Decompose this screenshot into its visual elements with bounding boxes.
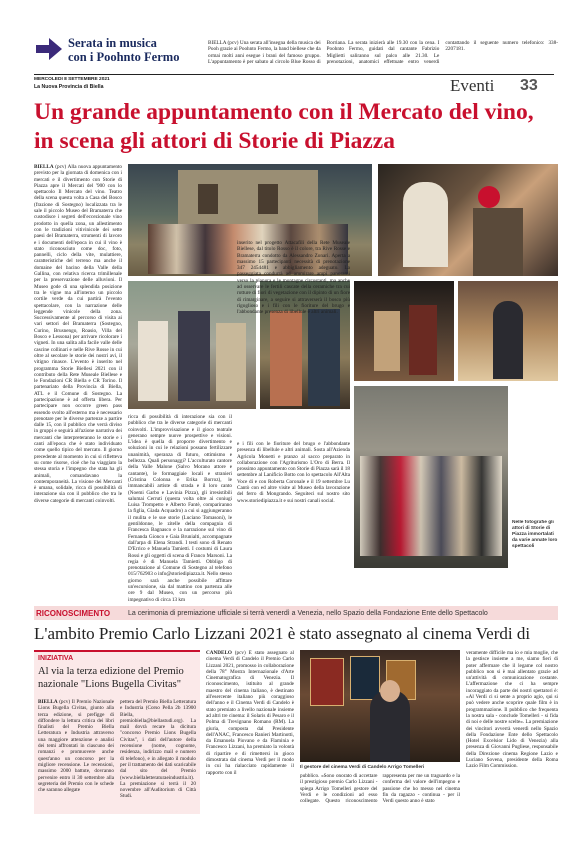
story2-headline: L'ambito Premio Carlo Lizzani 2021 è stato assegnato al cinema Verdi di bbox=[34, 624, 531, 643]
story2-col1-text: (pcv) È stato assegnato al cinema Verdi di Candelo il Premio Carlo Lizzani 2021, promosso in collaborazione della 78° Mostra Internazionale d'Arte Cinematografica di Venezia. Il riconoscimento, istituito al grande maestro del cinema italiano, è destinato all'esercente italiano più coraggioso dell'anno e il Cinema Verdi di Candelo è stato premiato a livello nazionale insieme ad altri tre cinema: il Solaris di Pesaro e il Polma di Trevignano Romano (RM). La giuria, composta dal Presidente dell'ANAC, Francesco Ranieri Martinotti, da Emanuela Piovano e da Flaminia e Francesco Lizzani, ha premiato la volontà di ripartire e di rimettersi in gioco dimostrata dal cinema Verdi per il modo in cui ha rialacciato rapidamente il rapporto con il bbox=[206, 650, 294, 776]
masthead-paper: La Nuova Provincia di Biella bbox=[34, 84, 104, 90]
story1-headline: Un grande appuntamento con il Mercato del vino, in scena gli attori di Storie di Piazza bbox=[34, 99, 534, 154]
story3-dateline: BIELLA bbox=[38, 699, 58, 705]
story2-col4: veramente difficile ma io e mia moglie, che la gestisce insieme a me, siamo fieri di poter affermare che il legame col nostro pubblico non si è mai allentato grazie ad un'attività di comunicazione costante. L'affermazione che ci ha sempre incoraggiato da parte dei nostri spettatori è: «Al Verdi ci si sente a proprio agio, qui si può vedere anche scoprire quale film è in programmazione. Il pubblico che frequenta la nostra sala - conclude Tomelleri - si fida di noi e delle nostre scelte». La premiazione dei vincitori avverrà venerdì nello Spazio della Fondazione Ente dello Spettacolo (Hotel Excelsior Lido di Venezia) alla presenza di Giovanni Pugliese, responsabile della Direzione cinema Regione Lazio e Luciano Sovena, presidente della Roma Lazio Film Commission. bbox=[466, 650, 558, 770]
photo-scene-dark bbox=[354, 281, 454, 381]
story2-photo-caption: Il gestore del cinema Verdi di Candelo Arrigo Tomelleri bbox=[300, 765, 425, 770]
story1-col3: inserito nel progetto Attacafili della Rete Museale Biellese, dal titolo Rosso è il colore, tra Rive Rosse e Bramaterra condotto da Alessandro Zonari. Aperta a massimo 15 partecipanti necessità di prenotazione 347 2454481 e abbigliamento adeguato. La passeggiata condurrà ad ammirare ampi panorami verso la pianura e le montagne circostanti, ma anche ad osservare le fertili cascate della ceramiche tra cui rotture di fiori di vegetazione con il dipinto di un fiore di rimarginare, a seguire si attraverserà il bosco più rigoglioso e i fili con le fioriture del brugo e l'abbondante presenza di libellule e altri animali. bbox=[237, 240, 350, 316]
story2-kicker: RICONOSCIMENTO bbox=[36, 609, 111, 618]
story3-col1-text: (pcv) Il Premio Nazionale Lions Bugella Civitas, giunto alla terza edizione, si prefigge di diffondere la lettura critica dei libri finalisti del Premio Biella Letteratura e Industria attraverso una maggiore attenzione e analisi dei temi affrontati in ciascuno dei romanzi e promuovere anche quest'anno un concorso per la migliore recensione. Le recensioni, massimo 2000 battute, dovranno pervenire entro il 30 settembre alla segreteria del Premio con le schede che saranno allegate bbox=[38, 699, 114, 794]
story1-col1-text: (pcv) Alla nuova appuntamento previsto per la giornata di domenica con i mercati e il divertimento con Storie di Piazza apre il Mercati del '900 con lo spettacolo Il Mercato del vino. Teatro della scena questa volta a Casa del Bosco (frazione di Sostegno) localizzata tra le sale il piccolo Museo del Bramaterra che custodisce i segreti dell'eccezionale vino prodotto in quella zona, un allestimento con le tradizioni vitivinicole dei sette paesi del Bramaterra, strumenti di lavoro e i documenti dell'epoca in cui il vino è stato riconosciuto come doc, foto, pannelli, ciclo della vite, mulattiere, caratteristiche del terreno ma anche il domaine del bacino della Valle della Gallina, con relativa ricerca trimillenale per la preservazione delle alluvioni. Il Museo gode di una splendida posizione tra le vigne ma all'interno un piccolo cortile verde da cui partirà l'evento spettacolare, con la narrazione delle leggende vinicole della zona. Successivamente al percorso di visita ai vari settori del Bramaterra (Sostegno, Curino, Brusnengo, Roasio, Villa del Bosco e Lessona) per arrivare ricolorare i vigneti. In una salita alla facile valle delle cascine collinari e nelle Rive Rosse in cui oltre al secolare le storie dei nostri avi, il vitigno rinasce. L'evento è inserito nel programma Storie Biellesi 2021 con il contributo della Rete Museale Biellese e le Fondazioni CR Biella e CR Torino. Il partenariato della Provincia di Biella, ATL e il Comune di Sostegno. La partecipazione è ad offerta libera. Per partecipare non occorre green pass essendo svolto all'esterno ma è necessario prenotare per le diverse partenze a partire dalle 15, con il pubblico che verrà diviso in gruppi e seguirà all'azione narrativa dei mercanti che interpreteranno le storie e i canti all'epoca che è stato individuato come quello tipico del mercato. Il giorno precedente al momento in cui si rifletteva su come risorse, cioè che ha viaggiato la stessa storia e l'impegno che stata ha gli animali, comandavano la contemporaneità. La visione dei Mercanti è umana, solidale, ricca di possibilità di interazione sia con il pubblico che tra le diverse categorie di mercanti coinvolti. bbox=[34, 164, 122, 504]
masthead-rule bbox=[34, 74, 554, 75]
story3-col2: pettera del Premio Biella Letteratura e Industria (Corso Pella 2b 13900 Biella, premiobiella@biellastudi.org). La mail dovrà recare la dicitura "concorso Premio Lions Bugella Civitas", i dati dell'autore della recensione (nome, cognome, residenza, indirizzo mail e numero di telefono), e in allegato il modulo per il trattamento dei dati scaricabile dal sito del Premio (www.biellaletteraturaeindustria.it). La premiazione si terrà il 20 novembre all'Auditorium di Città Studi. bbox=[120, 699, 196, 800]
page-number: 33 bbox=[520, 77, 538, 94]
story2-dateline: CANDELO bbox=[206, 650, 232, 656]
section-label: Eventi bbox=[450, 76, 495, 95]
photo-cinema-manager bbox=[300, 650, 460, 762]
story2-col1 bbox=[206, 650, 294, 814]
photo-storyteller bbox=[378, 164, 558, 276]
story3-col1 bbox=[38, 699, 114, 811]
story1-col1 bbox=[34, 164, 122, 604]
story2-deck: La cerimonia di premiazione ufficiale si terrà venerdì a Venezia, nello Spazio della Fondazione Ente dello Spettacolo bbox=[128, 610, 488, 617]
teaser-text: BIELLA (pcv) Una serata all'insegna della musica dei Pooh grazie ai Poohnto Fermo, la band biellese che da ormai molti anni esegue i brani del famoso gruppo. L'appuntamento è per sabato al circolo Blue Rosso di Borriana. La serata inizierà alle 19.30 con la cena. I Poohnto Fermo, guidati dal cantante Fabrizio Miglietti saliranno sul palco alle 21.30. Le prenotazioni, anatomici effettuate entro venerdì contattando il seguente numero telefonico: 338-2207181. bbox=[208, 40, 558, 65]
story1-dateline: BIELLA bbox=[34, 164, 54, 170]
story1-col4: e i fili con le fioriture del brugo e l'abbondante presenza di libellule e altri animali. Sosta all'Azienda Agricola Monetti e pranzo al sacco preparato in collaborazione con l'Agriturismo L'Oro di Berra. Il prossimo appuntamento con Storie di Piazza sarà il 18 settembre al Lanificio Botto con lo spettacolo All'Alta Voce di e con Roberta Coronale e il 19 settembre Lu Cantò con ed altre visite al Museo della lavorazione del ferro di Mongrando. Seguiteci sul nostro sito www.storiedipiazza.it e sui nostri canali social. bbox=[237, 441, 350, 504]
story1-photo-caption: Nelle fotografie gli attori di Storie di Piazza immortalati da varie annate loro spettacoli bbox=[512, 520, 558, 549]
story3-kicker: INIZIATIVA bbox=[38, 655, 74, 662]
teaser-title-line1: Serata in musica bbox=[68, 36, 157, 50]
story2-col3: pubblico. «Sono onorato di accettare il prestigioso premio Carlo Lizzani - spiega Arrigo Tomelleri gestore del Verdi e le condizioni ad esso collegate. Questo riconoscimento rappresenta per me un traguardo e la conferma del valore dell'impegno e passione che ho messo nel cinema fin da ragazzo - continua - per il Verdi questo anno è stato bbox=[300, 773, 460, 805]
teaser-title bbox=[68, 36, 208, 70]
teaser-arrow-icon bbox=[36, 38, 62, 60]
teaser-title-line2: con i Poohnto Fermo bbox=[68, 50, 180, 64]
photo-singer bbox=[458, 281, 558, 381]
masthead-date: MERCOLEDÌ 8 SETTEMBRE 2021 bbox=[34, 77, 110, 82]
photo-group-stone bbox=[354, 386, 508, 568]
story3-headline: Al via la terza edizione del Premio nazionale "Lions Bugella Civitas" bbox=[38, 666, 184, 690]
story1-col2: ricca di possibilità di interazione sia con il pubblico che tra le diverse categorie di mercanti coinvolti. L'improvvisazione e il gioco teatrale generano sempre nuove prospettive e visioni. L'idea è quella di proporre divertimento e soluzioni in cui le relazioni possano fertilizzare unanimità, speranza di futuro, ottimismo e bellezza. Quali personaggi? L'acculturato cantore della Valle Malone (Salvo Morano attore e cantante), le formaggiaie locali e stranieri (Cristina Colonna e Erika Borroz), le immancabili artiste di strada e il loro canto (Noemi Garbo e Lavinia Pizza), gli irresistibili salumai Cerruti (questa volta oltre ai coniugi Luisa Trompetto e Alberto Fantè, compariranno la figlia, Giada Acquadro) a cui si aggiungeranno il mulita e le sue storie (Luciano Tomasoni), le gentildonne, le zitelle della compagnia di Francesca Bagnasco e la narrazione sul vino di Fernanda Gionco e Gaia Brunialti, accompagnate dall'arpa di Elena Strandi. I testi sono di Renato D'Errico e Manuela Tamietti. I costumi di Laura Rossi e gli oggetti di scena di Franco Marsoni. La regia è di Manuela Tamietti. Obbligo di prenotazione al Comune di Sostegno al telefono 015/762903 o info@storiedipiazza.it. Nello stesso giorno sarà anche possibile affittare un'escursione, sia dal mattino con partenza alle ore 9 dal Museo, con un percorso più impegnativo di circa 13 km bbox=[128, 414, 232, 603]
